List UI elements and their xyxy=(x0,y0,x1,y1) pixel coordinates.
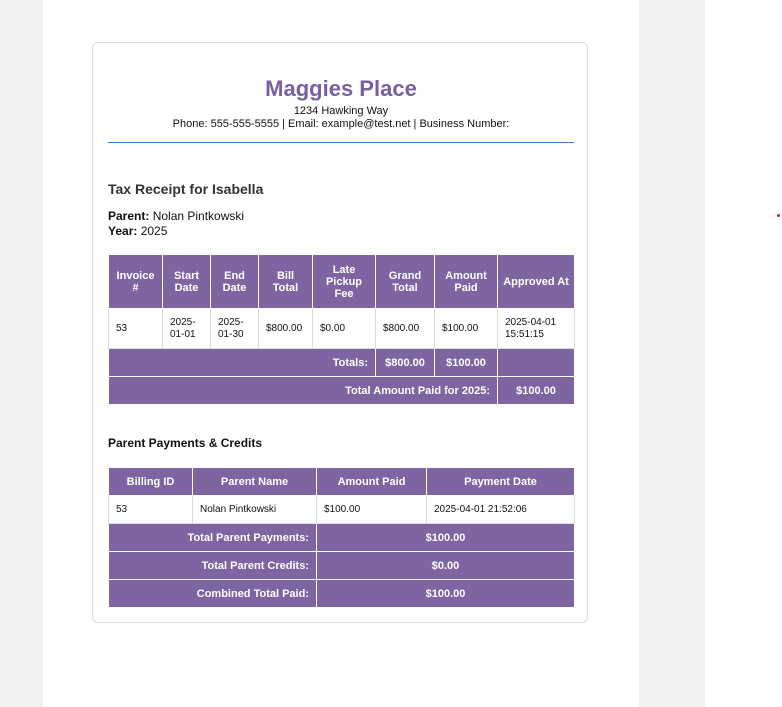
year-paid-value: $100.00 xyxy=(498,377,575,405)
total-payments-label: Total Parent Payments: xyxy=(109,524,317,552)
total-credits-row xyxy=(109,552,575,580)
column-header: Payment Date xyxy=(427,468,575,496)
table-cell: $100.00 xyxy=(317,496,427,524)
total-payments-row xyxy=(109,524,575,552)
invoice-header-row xyxy=(109,255,575,309)
table-row xyxy=(109,496,575,524)
column-header: Late Pickup Fee xyxy=(313,255,376,309)
year-label: Year: xyxy=(108,224,138,238)
totals-paid: $100.00 xyxy=(435,349,498,377)
business-address: 1234 Hawking Way xyxy=(293,105,389,117)
table-cell: Nolan Pintkowski xyxy=(193,496,317,524)
column-header: Approved At xyxy=(498,255,575,309)
table-cell: 53 xyxy=(109,496,193,524)
year-total-row xyxy=(109,377,575,405)
totals-label: Totals: xyxy=(109,349,376,377)
column-header: End Date xyxy=(211,255,259,309)
header-divider xyxy=(108,142,574,143)
table-cell: $0.00 xyxy=(313,309,376,349)
table-row xyxy=(109,309,575,349)
total-credits-label: Total Parent Credits: xyxy=(109,552,317,580)
business-contact: Phone: 555-555-5555 | Email: example@test.net | Business Number: xyxy=(172,118,510,130)
table-cell: $100.00 xyxy=(435,309,498,349)
column-header: Invoice # xyxy=(109,255,163,309)
receipt-meta xyxy=(108,209,244,239)
totals-empty-cell xyxy=(498,349,575,377)
totals-row xyxy=(109,349,575,377)
column-header: Parent Name xyxy=(193,468,317,496)
table-cell: 2025-01-01 xyxy=(163,309,211,349)
column-header: Amount Paid xyxy=(317,468,427,496)
right-panel xyxy=(705,0,782,707)
invoice-table xyxy=(108,254,575,405)
parent-line xyxy=(108,209,244,224)
table-cell: $800.00 xyxy=(259,309,313,349)
payments-header-row xyxy=(109,468,575,496)
red-dot-marker xyxy=(777,214,780,217)
table-cell: 2025-04-01 15:51:15 xyxy=(498,309,575,349)
receipt-header xyxy=(108,43,574,131)
payments-title: Parent Payments & Credits xyxy=(108,436,263,450)
table-cell: 2025-04-01 21:52:06 xyxy=(427,496,575,524)
combined-value: $100.00 xyxy=(317,580,575,608)
year-value: 2025 xyxy=(140,224,168,238)
payments-table xyxy=(108,467,575,608)
combined-label: Combined Total Paid: xyxy=(109,580,317,608)
table-cell: 2025-01-30 xyxy=(211,309,259,349)
column-header: Billing ID xyxy=(109,468,193,496)
year-line xyxy=(108,224,244,239)
total-payments-value: $100.00 xyxy=(317,524,575,552)
parent-value: Nolan Pintkowski xyxy=(152,209,245,223)
column-header: Amount Paid xyxy=(435,255,498,309)
parent-label: Parent: xyxy=(108,209,150,223)
column-header: Bill Total xyxy=(259,255,313,309)
table-cell: $800.00 xyxy=(376,309,435,349)
business-name: Maggies Place xyxy=(265,76,417,101)
column-header: Start Date xyxy=(163,255,211,309)
totals-grand: $800.00 xyxy=(376,349,435,377)
table-cell: 53 xyxy=(109,309,163,349)
combined-total-row xyxy=(109,580,575,608)
year-paid-label: Total Amount Paid for 2025: xyxy=(109,377,498,405)
column-header: Grand Total xyxy=(376,255,435,309)
receipt-title: Tax Receipt for Isabella xyxy=(108,181,264,197)
receipt-card xyxy=(92,42,588,623)
total-credits-value: $0.00 xyxy=(317,552,575,580)
